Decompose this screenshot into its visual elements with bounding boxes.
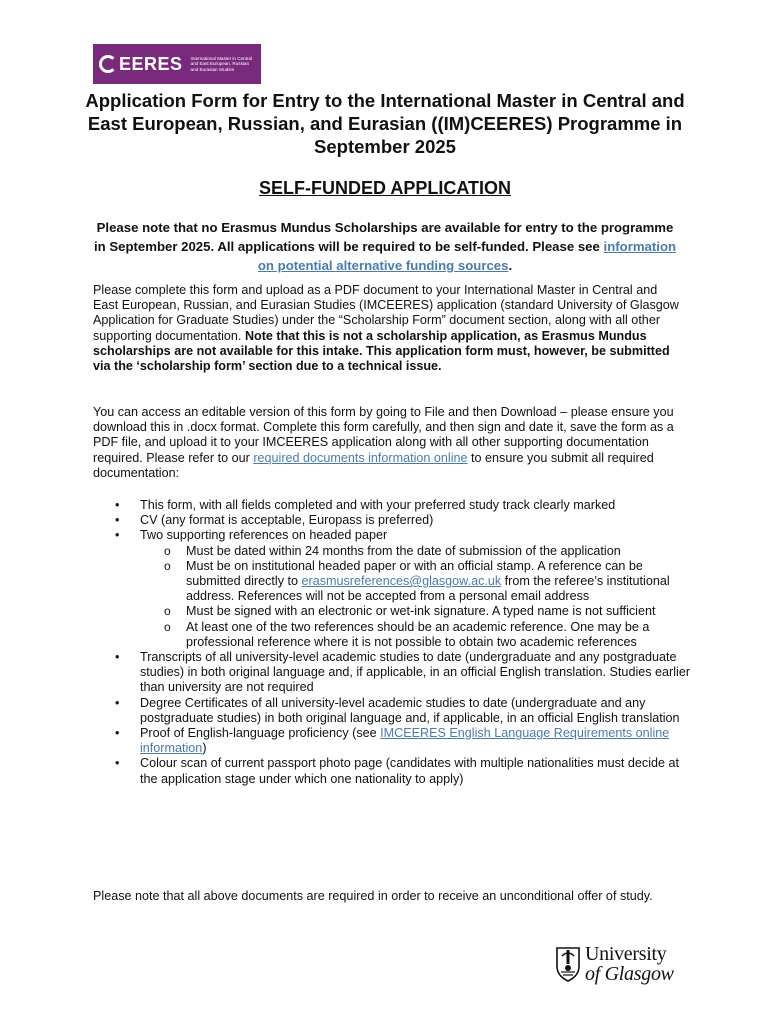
notice-end: . — [508, 258, 513, 273]
item6-text: Proof of English-language proficiency (see — [140, 726, 381, 741]
university-of-glasgow-logo — [555, 944, 680, 984]
notice-text: Please note that no Erasmus Mundus Scholarships are available for entry to the programme in September 2025. All applications will be required to be self-funded. Please see — [93, 220, 674, 254]
sub2-text-end: from the referee’s institutional address. References will not be accepted from a personal email address — [186, 574, 670, 604]
list-item: • Degree Certificates of all university-level academic studies to date (undergraduate and any postgraduate studies) in both original language and, if applicable, in an official English translation — [93, 696, 693, 726]
sub-list-item: o Must be signed with an electronic or wet-ink signature. A typed name is not sufficient — [140, 604, 693, 619]
download-instructions — [93, 405, 683, 481]
para2-text: You can access an editable version of this form by going to File and then Download – please ensure you download this in .docx format. Complete this form carefully, and then sign and date it, save the form as a PDF file, and upload it to your IMCEERES application along with all other supporting documentation required. Please refer to our — [93, 405, 674, 465]
ceeres-logo — [93, 44, 261, 84]
university-line2: of Glasgow — [585, 963, 674, 985]
required-documents-link[interactable]: required documents information online — [253, 450, 468, 465]
english-requirements-link[interactable]: IMCEERES English Language Requirements online information — [140, 726, 670, 756]
list-item-references — [93, 528, 693, 650]
para1-text: Please complete this form and upload as a PDF document to your International Master in Central and East European, Russian, and Eurasian Studies (IMCEERES) application (standard University of Glasgow Application for Graduate Studies) under the “Scholarship Form” document section, along with all other supporting documentation. — [93, 283, 679, 343]
closing-note: Please note that all above documents are required in order to receive an unconditional offer of study. — [93, 889, 653, 903]
list-item — [93, 726, 693, 756]
list-item: • Colour scan of current passport photo page (candidates with multiple nationalities must decide at the application stage under which one nationality to apply) — [93, 756, 693, 786]
university-wordmark — [585, 944, 674, 984]
logo-word: EERES — [119, 53, 183, 74]
page-title: Application Form for Entry to the International Master in Central and East European, Russian, and Eurasian ((IM)CEERES) Programme in September 2025 — [85, 90, 685, 157]
reference-requirements-list — [140, 544, 693, 650]
list-item-text: Two supporting references on headed paper — [140, 528, 388, 543]
list-item: • CV (any format is acceptable, Europass is preferred) — [93, 513, 693, 528]
upload-instructions — [93, 283, 683, 374]
funding-notice — [92, 218, 678, 275]
logo-wordmark — [99, 54, 183, 75]
university-line1: University — [585, 943, 667, 965]
sub-list-item: o At least one of the two references should be an academic reference. One may be a professional reference where it is not possible to obtain two academic references — [140, 620, 693, 650]
item6-text-end: ) — [202, 741, 207, 756]
para1-bold-note: Note that this is not a scholarship application, as Erasmus Mundus scholarships are not available for this intake. This application form must, however, be submitted via the ‘scholarship form’ section due to a technical issue. — [93, 328, 670, 374]
sub2-text: Must be on institutional headed paper or with an official stamp. A reference can be submitted directly to — [186, 558, 643, 589]
list-item: • This form, with all fields completed and with your preferred study track clearly marked — [93, 498, 693, 513]
required-documents-list — [93, 498, 693, 787]
university-crest-icon — [555, 944, 581, 982]
sub-list-item — [140, 559, 693, 605]
references-email-link[interactable]: erasmusreferences@glasgow.ac.uk — [301, 574, 502, 589]
list-item: • Transcripts of all university-level academic studies to date (undergraduate and any postgraduate studies) in both original language and, if applicable, in an official English translation. Studies earlier than university are not required — [93, 650, 693, 696]
sub-list-item: o Must be dated within 24 months from the date of submission of the application — [140, 544, 693, 559]
logo-c-mark — [99, 55, 117, 73]
para2-end: to ensure you submit all required documentation: — [93, 450, 654, 480]
funding-sources-link[interactable]: information on potential alternative funding sources — [257, 239, 677, 273]
page-subtitle: SELF-FUNDED APPLICATION — [259, 178, 511, 198]
logo-tagline: International Master in Central and East European, Russian and Eurasian Studies — [190, 55, 253, 72]
